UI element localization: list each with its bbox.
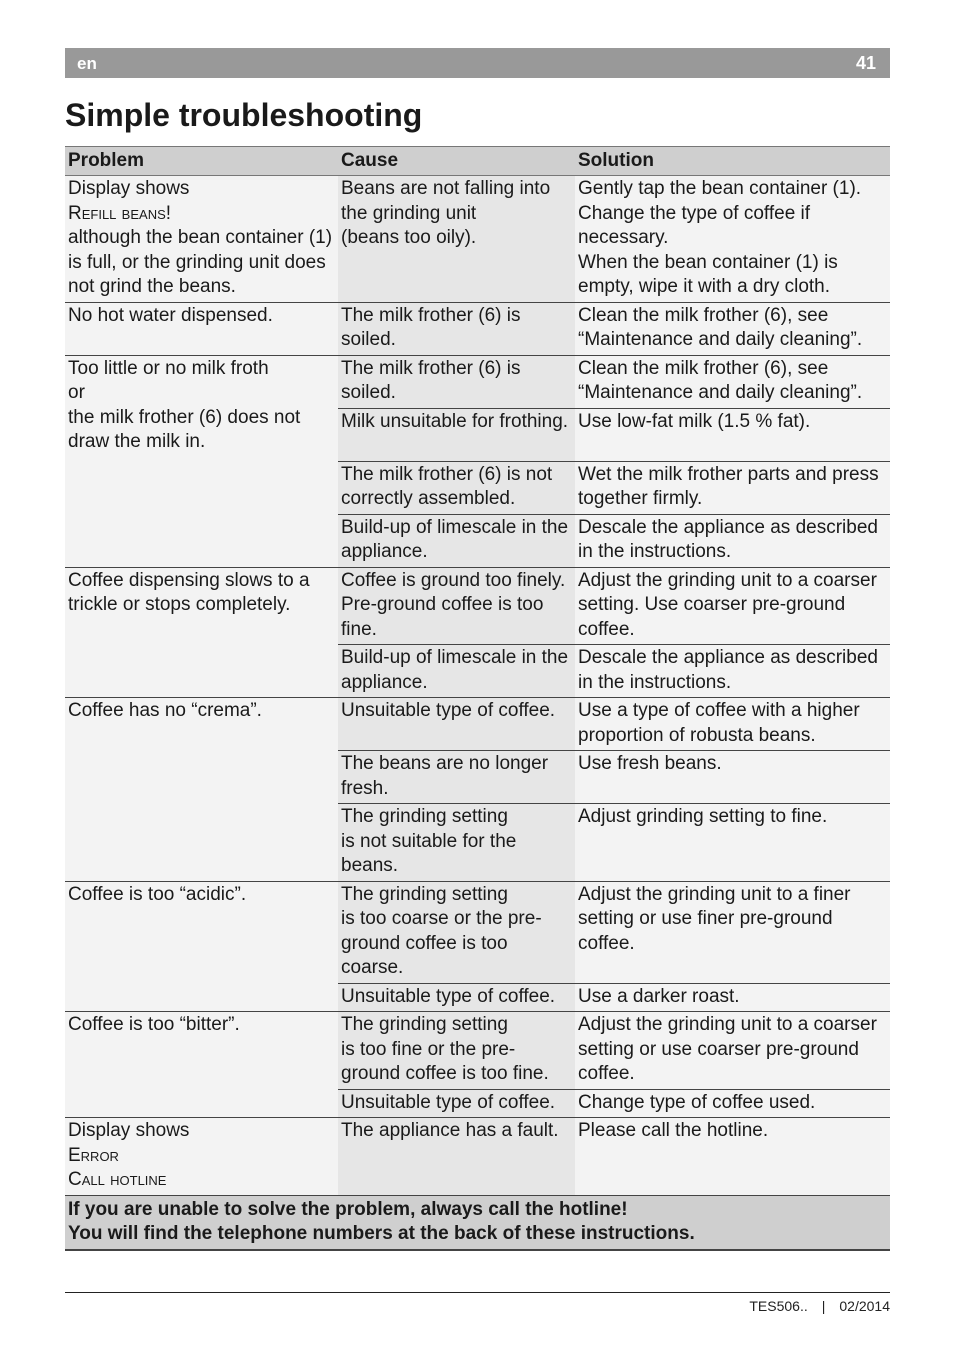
hotline-note-line-2: You will find the telephone numbers at the back of these instructions. — [68, 1223, 695, 1244]
cause-cell: The grinding setting is too coarse or the pre-ground coffee is too coarse. — [338, 881, 575, 983]
cause-cell: Unsuitable type of coffee. — [338, 983, 575, 1012]
solution-cell: Use fresh beans. — [575, 751, 890, 804]
display-message: Error — [68, 1144, 119, 1166]
cause-cell: The milk frother (6) is not correctly assembled. — [338, 461, 575, 514]
problem-cell: Coffee is too “bitter”. — [65, 1012, 338, 1118]
cause-cell: The beans are no longer fresh. — [338, 751, 575, 804]
solution-cell: Adjust the grinding unit to a coarser setting. Use coarser pre-ground coffee. — [575, 567, 890, 645]
troubleshooting-table — [65, 146, 890, 1251]
solution-cell: Clean the milk frother (6), see “Maintenance and daily cleaning”. — [575, 302, 890, 355]
table-row — [65, 567, 890, 645]
cause-cell: The milk frother (6) is soiled. — [338, 355, 575, 408]
footer-separator: | — [821, 1298, 826, 1314]
cause-cell: The grinding setting is not suitable for the beans. — [338, 804, 575, 882]
column-header-problem: Problem — [65, 147, 338, 176]
cause-cell: Coffee is ground too finely. Pre-ground coffee is too fine. — [338, 567, 575, 645]
table-row — [65, 176, 890, 303]
cause-cell: Beans are not falling into the grinding unit (beans too oily). — [338, 176, 575, 303]
model-number: TES506.. — [749, 1298, 808, 1314]
problem-cell: Coffee has no “crema”. — [65, 698, 338, 882]
problem-cell: Too little or no milk froth or the milk frother (6) does not draw the milk in. — [65, 355, 338, 567]
hotline-note — [65, 1195, 890, 1250]
page-header-bar — [65, 48, 890, 78]
problem-cell: No hot water dispensed. — [65, 302, 338, 355]
cause-cell: Unsuitable type of coffee. — [338, 698, 575, 751]
solution-cell: Use a darker roast. — [575, 983, 890, 1012]
problem-cell: Coffee is too “acidic”. — [65, 881, 338, 1012]
display-message: Call hotline — [68, 1169, 167, 1190]
table-row — [65, 698, 890, 751]
table-row — [65, 355, 890, 408]
cause-cell: The grinding setting is too fine or the pre-ground coffee is too fine. — [338, 1012, 575, 1090]
column-header-cause: Cause — [338, 147, 575, 176]
solution-cell: Use a type of coffee with a higher proportion of robusta beans. — [575, 698, 890, 751]
page-title: Simple troubleshooting — [65, 97, 423, 133]
document-footer — [749, 1298, 890, 1314]
table-row — [65, 302, 890, 355]
solution-cell: Please call the hotline. — [575, 1118, 890, 1196]
problem-text: Display shows — [68, 178, 190, 199]
problem-text: Display shows — [68, 1120, 190, 1141]
solution-cell: Use low-fat milk (1.5 % fat). — [575, 408, 890, 461]
solution-cell: Adjust grinding setting to fine. — [575, 804, 890, 882]
cause-cell: Build-up of limescale in the appliance. — [338, 645, 575, 698]
table-row — [65, 881, 890, 983]
cause-cell: The milk frother (6) is soiled. — [338, 302, 575, 355]
table-row — [65, 1012, 890, 1090]
column-header-solution: Solution — [575, 147, 890, 176]
solution-cell: Adjust the grinding unit to a coarser setting or use coarser pre-ground coffee. — [575, 1012, 890, 1090]
solution-cell: Descale the appliance as described in the instructions. — [575, 514, 890, 567]
solution-cell: Clean the milk frother (6), see “Maintenance and daily cleaning”. — [575, 355, 890, 408]
publication-date: 02/2014 — [839, 1298, 890, 1314]
problem-text: although the bean container (1) is full, or the grinding unit does not grind the beans. — [68, 227, 333, 297]
footer-divider — [65, 1292, 890, 1293]
solution-cell: Adjust the grinding unit to a finer setting or use finer pre-ground coffee. — [575, 881, 890, 983]
display-message: Refill beans! — [68, 202, 172, 224]
solution-cell: Descale the appliance as described in the instructions. — [575, 645, 890, 698]
table-footer-row — [65, 1195, 890, 1250]
cause-cell: Build-up of limescale in the appliance. — [338, 514, 575, 567]
solution-cell: Change type of coffee used. — [575, 1089, 890, 1118]
cause-cell: The appliance has a fault. — [338, 1118, 575, 1196]
problem-cell: Coffee dispensing slows to a trickle or stops completely. — [65, 567, 338, 698]
solution-cell: Wet the milk frother parts and press together firmly. — [575, 461, 890, 514]
problem-cell — [65, 1118, 338, 1196]
solution-cell: Gently tap the bean container (1). Change the type of coffee if necessary. When the bean container (1) is empty, wipe it with a dry cloth. — [575, 176, 890, 303]
table-row — [65, 1118, 890, 1196]
language-code: en — [77, 54, 97, 73]
cause-cell: Unsuitable type of coffee. — [338, 1089, 575, 1118]
problem-cell — [65, 176, 338, 303]
hotline-note-line-1: If you are unable to solve the problem, always call the hotline! — [68, 1198, 628, 1220]
table-header-row — [65, 147, 890, 176]
page-number: 41 — [855, 53, 876, 73]
cause-cell: Milk unsuitable for frothing. — [338, 408, 575, 461]
